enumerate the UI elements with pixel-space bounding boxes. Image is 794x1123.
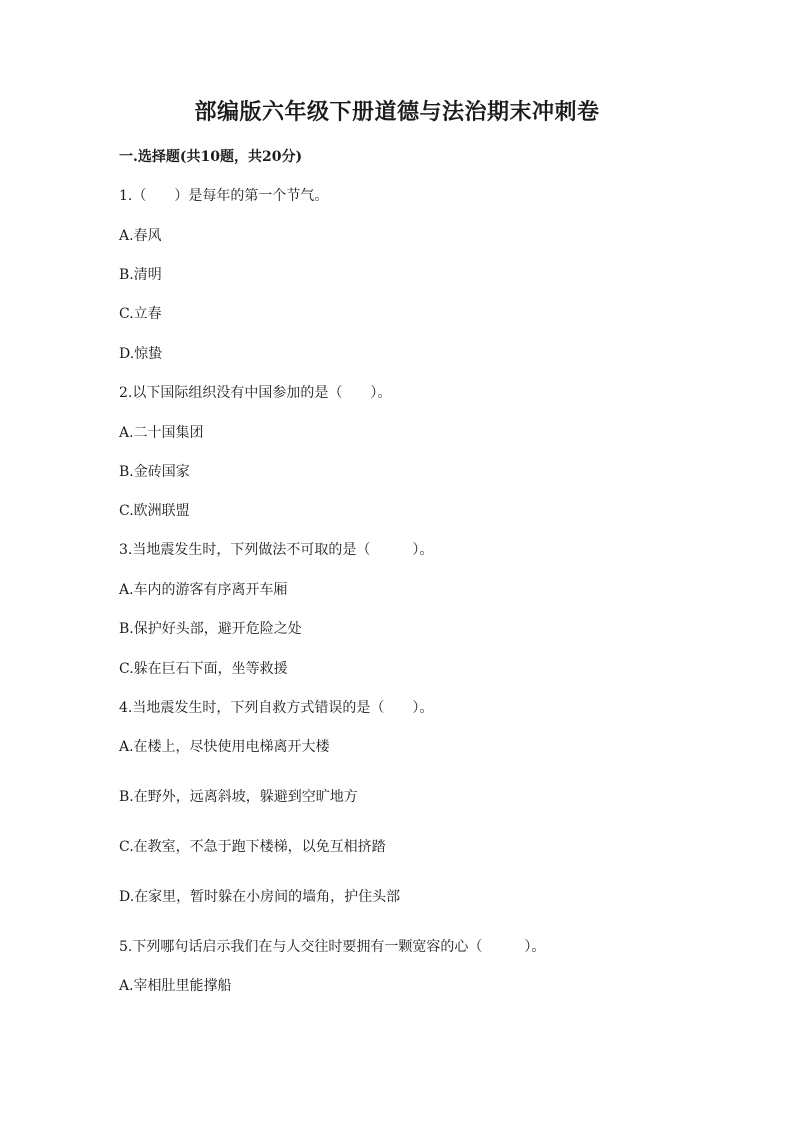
question-2-option-a: A.二十国集团 [119, 425, 204, 441]
question-4-option-a: A.在楼上，尽快使用电梯离开大楼 [119, 739, 330, 755]
question-5-stem: 5.下列哪句话启示我们在与人交往时要拥有一颗宽容的心（ ）。 [119, 939, 546, 955]
question-2-option-c: C.欧洲联盟 [119, 503, 190, 519]
question-3-option-c: C.躲在巨石下面，坐等救援 [119, 661, 288, 677]
question-1-stem: 1.（ ）是每年的第一个节气。 [119, 188, 329, 204]
question-5-option-a: A.宰相肚里能撑船 [119, 978, 232, 994]
section-heading: 一.选择题(共10题，共20分) [119, 149, 303, 165]
question-4-option-c: C.在教室，不急于跑下楼梯，以免互相挤踏 [119, 839, 386, 855]
question-2-option-b: B.金砖国家 [119, 464, 190, 480]
page-title: 部编版六年级下册道德与法治期末冲刺卷 [194, 99, 600, 125]
question-4-option-d: D.在家里，暂时躲在小房间的墙角，护住头部 [119, 889, 401, 905]
question-4-stem: 4.当地震发生时，下列自救方式错误的是（ ）。 [119, 700, 434, 716]
question-1-option-b: B.清明 [119, 267, 162, 283]
question-3-option-b: B.保护好头部，避开危险之处 [119, 621, 302, 637]
question-1-option-d: D.惊蛰 [119, 346, 163, 362]
question-2-stem: 2.以下国际组织没有中国参加的是（ ）。 [119, 385, 392, 401]
question-1-option-c: C.立春 [119, 306, 162, 322]
question-3-stem: 3.当地震发生时，下列做法不可取的是（ ）。 [119, 542, 434, 558]
question-1-option-a: A.春风 [119, 228, 162, 244]
question-4-option-b: B.在野外，远离斜坡，躲避到空旷地方 [119, 789, 358, 805]
question-3-option-a: A.车内的游客有序离开车厢 [119, 582, 288, 598]
